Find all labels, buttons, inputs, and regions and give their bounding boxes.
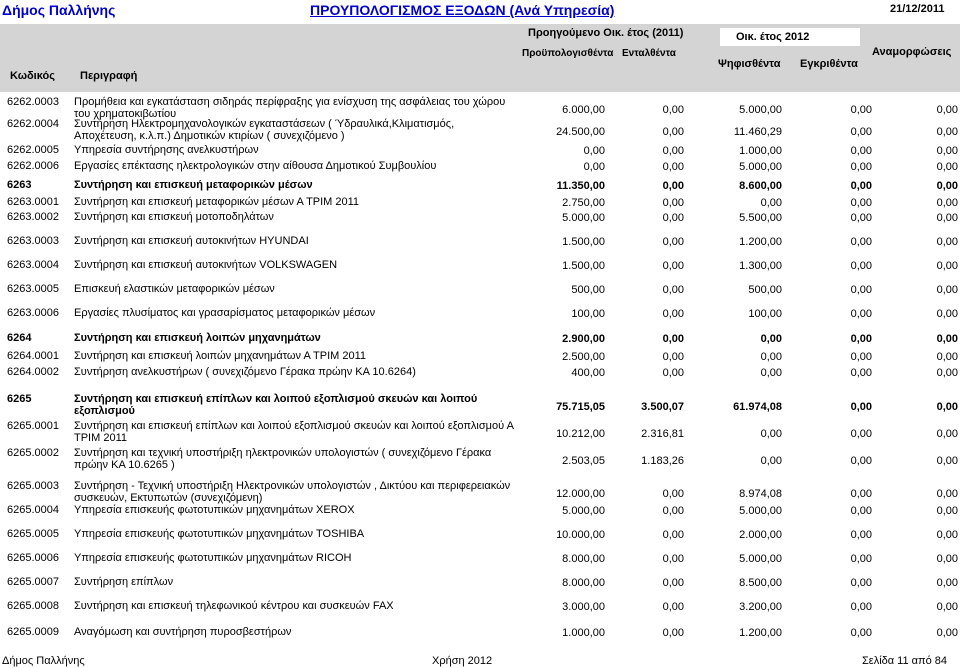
report-date: 21/12/2011 bbox=[890, 3, 945, 15]
row-committed: 0,00 bbox=[662, 308, 684, 320]
row-code: 6262.0005 bbox=[7, 144, 59, 156]
row-revisions: 0,00 bbox=[936, 553, 958, 565]
row-voted: 1.200,00 bbox=[739, 236, 782, 248]
row-code: 6263.0003 bbox=[7, 235, 59, 247]
row-code: 6265.0009 bbox=[7, 626, 59, 638]
row-committed: 0,00 bbox=[662, 145, 684, 157]
row-code: 6265.0007 bbox=[7, 576, 59, 588]
row-revisions: 0,00 bbox=[936, 577, 958, 589]
row-budgeted: 6.000,00 bbox=[562, 104, 605, 116]
row-budgeted: 400,00 bbox=[571, 367, 605, 379]
row-budgeted: 5.000,00 bbox=[562, 212, 605, 224]
row-voted: 2.000,00 bbox=[739, 529, 782, 541]
row-revisions: 0,00 bbox=[936, 284, 958, 296]
footer-org: Δήμος Παλλήνης bbox=[2, 655, 85, 667]
row-description: Συντήρηση και τεχνική υποστήριξη ηλεκτρονικών υπολογιστών ( συνεχιζόμενο Γέρακα πρώην ΚΑ 10.6265 ) bbox=[74, 447, 492, 471]
row-committed: 0,00 bbox=[662, 553, 684, 565]
row-approved: 0,00 bbox=[850, 126, 872, 138]
row-code: 6265.0001 bbox=[7, 420, 59, 432]
row-description: Υπηρεσία συντήρησης ανελκυστήρων bbox=[74, 144, 259, 156]
row-approved: 0,00 bbox=[850, 333, 872, 345]
row-code: 6265.0006 bbox=[7, 552, 59, 564]
row-description: Προμήθεια και εγκατάσταση σιδηράς περίφραξης για ενίσχυση της ασφάλειας του χώρου του χρηματοκιβωτίου bbox=[74, 96, 506, 120]
row-approved: 0,00 bbox=[850, 455, 872, 467]
row-committed: 0,00 bbox=[662, 284, 684, 296]
row-committed: 0,00 bbox=[662, 577, 684, 589]
row-committed: 0,00 bbox=[662, 505, 684, 517]
row-committed: 0,00 bbox=[662, 126, 684, 138]
row-voted: 8.600,00 bbox=[739, 180, 782, 192]
row-voted: 5.000,00 bbox=[739, 553, 782, 565]
row-description: Συντήρηση - Τεχνική υποστήριξη Ηλεκτρονικών υπολογιστών , Δικτύου και περιφερειακών συσκευών, Εκτυπωτών (συνεχιζόμενη) bbox=[74, 480, 511, 504]
budgeted-column-header: Προϋπολογισθέντα bbox=[522, 48, 614, 59]
row-description: Συντήρηση Ηλεκτρομηχανολογικών εγκαταστάσεων ( Ύδραυλικά,Κλιματισμός, Αποχέτευση, κ.λ.π.) Δημοτικών κτιρίων ( συνεχιζόμενο ) bbox=[74, 118, 455, 142]
row-approved: 0,00 bbox=[850, 308, 872, 320]
row-approved: 0,00 bbox=[850, 577, 872, 589]
row-committed: 3.500,07 bbox=[641, 401, 684, 413]
row-budgeted: 0,00 bbox=[583, 145, 605, 157]
row-code: 6265.0004 bbox=[7, 504, 59, 516]
row-code: 6263.0001 bbox=[7, 196, 59, 208]
row-approved: 0,00 bbox=[850, 180, 872, 192]
row-committed: 0,00 bbox=[662, 529, 684, 541]
description-column-header: Περιγραφή bbox=[80, 70, 138, 82]
row-approved: 0,00 bbox=[850, 367, 872, 379]
footer-year: Χρήση 2012 bbox=[432, 655, 493, 667]
row-description: Συντήρηση και επισκευή λοιπών μηχανημάτων Α ΤΡΙΜ 2011 bbox=[74, 350, 367, 362]
row-voted: 0,00 bbox=[760, 455, 782, 467]
committed-column-header: Ενταλθέντα bbox=[622, 48, 676, 59]
row-description: Συντήρηση και επισκευή τηλεφωνικού κέντρου και συσκευών FAX bbox=[74, 600, 394, 612]
row-budgeted: 2.503,05 bbox=[562, 455, 605, 467]
row-budgeted: 8.000,00 bbox=[562, 577, 605, 589]
row-revisions: 0,00 bbox=[936, 428, 958, 440]
row-code: 6262.0006 bbox=[7, 160, 59, 172]
row-voted: 8.500,00 bbox=[739, 577, 782, 589]
row-description: Συντήρηση ανελκυστήρων ( συνεχιζόμενο Γέρακα πρώην ΚΑ 10.6264) bbox=[74, 366, 416, 378]
row-budgeted: 75.715,05 bbox=[556, 401, 605, 413]
row-code: 6265.0008 bbox=[7, 600, 59, 612]
row-code: 6264.0001 bbox=[7, 350, 59, 362]
row-revisions: 0,00 bbox=[936, 197, 958, 209]
row-budgeted: 2.750,00 bbox=[562, 197, 605, 209]
row-revisions: 0,00 bbox=[936, 351, 958, 363]
row-code: 6265.0003 bbox=[7, 480, 59, 492]
row-revisions: 0,00 bbox=[936, 627, 958, 639]
row-committed: 0,00 bbox=[662, 488, 684, 500]
voted-column-header: Ψηφισθέντα bbox=[718, 58, 781, 70]
revisions-column-header: Αναμορφώσεις bbox=[872, 46, 952, 58]
row-committed: 0,00 bbox=[662, 333, 684, 345]
row-description: Εργασίες επέκτασης ηλεκτρολογικών στην αίθουσα Δημοτικού Συμβουλίου bbox=[74, 160, 437, 172]
row-revisions: 0,00 bbox=[936, 212, 958, 224]
row-budgeted: 8.000,00 bbox=[562, 553, 605, 565]
row-committed: 0,00 bbox=[662, 212, 684, 224]
row-committed: 2.316,81 bbox=[641, 428, 684, 440]
row-budgeted: 1.500,00 bbox=[562, 236, 605, 248]
row-code: 6263 bbox=[7, 179, 32, 191]
row-voted: 5.000,00 bbox=[739, 161, 782, 173]
row-committed: 0,00 bbox=[662, 601, 684, 613]
row-budgeted: 11.350,00 bbox=[556, 180, 605, 192]
row-voted: 5.000,00 bbox=[739, 505, 782, 517]
row-voted: 1.300,00 bbox=[739, 260, 782, 272]
row-description: Συντήρηση και επισκευή λοιπών μηχανημάτων bbox=[74, 332, 321, 344]
row-voted: 100,00 bbox=[748, 308, 782, 320]
row-approved: 0,00 bbox=[850, 236, 872, 248]
row-code: 6262.0003 bbox=[7, 96, 59, 108]
row-voted: 0,00 bbox=[760, 428, 782, 440]
row-description: Συντήρηση και επισκευή μεταφορικών μέσων Α ΤΡΙΜ 2011 bbox=[74, 196, 360, 208]
row-description: Συντήρηση και επισκευή αυτοκινήτων HYUNDAI bbox=[74, 235, 309, 247]
footer-page: Σελίδα 11 από 84 bbox=[862, 655, 948, 667]
row-budgeted: 1.000,00 bbox=[562, 627, 605, 639]
row-committed: 0,00 bbox=[662, 351, 684, 363]
row-code: 6265 bbox=[7, 393, 32, 405]
row-revisions: 0,00 bbox=[936, 601, 958, 613]
row-voted: 0,00 bbox=[760, 351, 782, 363]
row-committed: 0,00 bbox=[662, 197, 684, 209]
report-title: ΠΡΟΥΠΟΛΟΓΙΣΜΟΣ ΕΞΟΔΩΝ (Ανά Υπηρεσία) bbox=[310, 2, 615, 18]
row-budgeted: 100,00 bbox=[571, 308, 605, 320]
row-code: 6264.0002 bbox=[7, 366, 59, 378]
row-code: 6265.0002 bbox=[7, 447, 59, 459]
row-description: Υπηρεσία επισκευής φωτοτυπικών μηχανημάτων TOSHIBA bbox=[74, 528, 365, 540]
row-committed: 0,00 bbox=[662, 627, 684, 639]
row-description: Συντήρηση και επισκευή μεταφορικών μέσων bbox=[74, 179, 313, 191]
row-committed: 0,00 bbox=[662, 104, 684, 116]
row-budgeted: 2.500,00 bbox=[562, 351, 605, 363]
row-code: 6263.0005 bbox=[7, 283, 59, 295]
row-approved: 0,00 bbox=[850, 627, 872, 639]
row-voted: 1.000,00 bbox=[739, 145, 782, 157]
row-approved: 0,00 bbox=[850, 401, 872, 413]
row-voted: 3.200,00 bbox=[739, 601, 782, 613]
row-approved: 0,00 bbox=[850, 553, 872, 565]
row-committed: 1.183,26 bbox=[641, 455, 684, 467]
row-approved: 0,00 bbox=[850, 104, 872, 116]
row-budgeted: 10.000,00 bbox=[556, 529, 605, 541]
row-approved: 0,00 bbox=[850, 601, 872, 613]
row-approved: 0,00 bbox=[850, 428, 872, 440]
row-description: Συντήρηση επίπλων bbox=[74, 576, 174, 588]
row-code: 6263.0004 bbox=[7, 259, 59, 271]
row-budgeted: 3.000,00 bbox=[562, 601, 605, 613]
row-approved: 0,00 bbox=[850, 529, 872, 541]
row-description: Υπηρεσία επισκευής φωτοτυπικών μηχανημάτων RICOH bbox=[74, 552, 352, 564]
org-title: Δήμος Παλλήνης bbox=[2, 2, 116, 18]
row-code: 6265.0005 bbox=[7, 528, 59, 540]
row-approved: 0,00 bbox=[850, 505, 872, 517]
code-column-header: Κωδικός bbox=[10, 70, 55, 82]
row-revisions: 0,00 bbox=[936, 260, 958, 272]
row-approved: 0,00 bbox=[850, 197, 872, 209]
row-revisions: 0,00 bbox=[936, 367, 958, 379]
row-description: Εργασίες πλυσίματος και γρασαρίσματος μεταφορικών μέσων bbox=[74, 307, 376, 319]
row-budgeted: 5.000,00 bbox=[562, 505, 605, 517]
row-revisions: 0,00 bbox=[936, 126, 958, 138]
row-revisions: 0,00 bbox=[936, 236, 958, 248]
row-revisions: 0,00 bbox=[936, 488, 958, 500]
prev-year-label: Προηγούμενο Οικ. έτος (2011) bbox=[528, 27, 684, 39]
row-revisions: 0,00 bbox=[936, 308, 958, 320]
row-voted: 0,00 bbox=[760, 367, 782, 379]
row-revisions: 0,00 bbox=[936, 529, 958, 541]
row-approved: 0,00 bbox=[850, 488, 872, 500]
row-budgeted: 24.500,00 bbox=[556, 126, 605, 138]
row-description: Επισκευή ελαστικών μεταφορικών μέσων bbox=[74, 283, 275, 295]
row-budgeted: 0,00 bbox=[583, 161, 605, 173]
row-revisions: 0,00 bbox=[936, 145, 958, 157]
row-voted: 0,00 bbox=[760, 333, 782, 345]
row-revisions: 0,00 bbox=[936, 333, 958, 345]
row-code: 6263.0006 bbox=[7, 307, 59, 319]
row-committed: 0,00 bbox=[662, 260, 684, 272]
row-description: Συντήρηση και επισκευή μοτοποδηλάτων bbox=[74, 211, 274, 223]
row-code: 6262.0004 bbox=[7, 118, 59, 130]
row-committed: 0,00 bbox=[662, 236, 684, 248]
row-description: Υπηρεσία επισκευής φωτοτυπικών μηχανημάτων XEROX bbox=[74, 504, 355, 516]
row-voted: 5.000,00 bbox=[739, 104, 782, 116]
row-voted: 5.500,00 bbox=[739, 212, 782, 224]
row-description: Συντήρηση και επισκευή αυτοκινήτων VOLKSWAGEN bbox=[74, 259, 338, 271]
row-revisions: 0,00 bbox=[936, 104, 958, 116]
row-approved: 0,00 bbox=[850, 212, 872, 224]
row-description: Συντήρηση και επισκευή επίπλων και λοιπού εξοπλισμού σκευών και λοιπού εξοπλισμού Α ΤΡΙΜ 2011 bbox=[74, 420, 514, 444]
row-voted: 8.974,08 bbox=[739, 488, 782, 500]
cur-year-label: Οικ. έτος 2012 bbox=[736, 31, 810, 43]
row-code: 6263.0002 bbox=[7, 211, 59, 223]
row-budgeted: 1.500,00 bbox=[562, 260, 605, 272]
row-committed: 0,00 bbox=[662, 161, 684, 173]
row-revisions: 0,00 bbox=[936, 180, 958, 192]
row-voted: 61.974,08 bbox=[733, 401, 782, 413]
row-committed: 0,00 bbox=[662, 367, 684, 379]
row-voted: 11.460,29 bbox=[733, 126, 782, 138]
row-voted: 500,00 bbox=[748, 284, 782, 296]
row-description: Συντήρηση και επισκευή επίπλων και λοιπού εξοπλισμού σκευών και λοιπού εξοπλισμού bbox=[74, 393, 478, 417]
row-revisions: 0,00 bbox=[936, 161, 958, 173]
row-committed: 0,00 bbox=[662, 180, 684, 192]
row-approved: 0,00 bbox=[850, 284, 872, 296]
row-approved: 0,00 bbox=[850, 145, 872, 157]
row-revisions: 0,00 bbox=[936, 505, 958, 517]
row-budgeted: 10.212,00 bbox=[556, 428, 605, 440]
row-approved: 0,00 bbox=[850, 351, 872, 363]
row-revisions: 0,00 bbox=[936, 455, 958, 467]
row-description: Αναγόμωση και συντήρηση πυροσβεστήρων bbox=[74, 626, 292, 638]
row-voted: 0,00 bbox=[760, 197, 782, 209]
row-budgeted: 12.000,00 bbox=[556, 488, 605, 500]
row-budgeted: 500,00 bbox=[571, 284, 605, 296]
row-revisions: 0,00 bbox=[936, 401, 958, 413]
row-budgeted: 2.900,00 bbox=[562, 333, 605, 345]
row-voted: 1.200,00 bbox=[739, 627, 782, 639]
row-approved: 0,00 bbox=[850, 260, 872, 272]
approved-column-header: Εγκριθέντα bbox=[800, 58, 858, 70]
row-approved: 0,00 bbox=[850, 161, 872, 173]
row-code: 6264 bbox=[7, 332, 32, 344]
